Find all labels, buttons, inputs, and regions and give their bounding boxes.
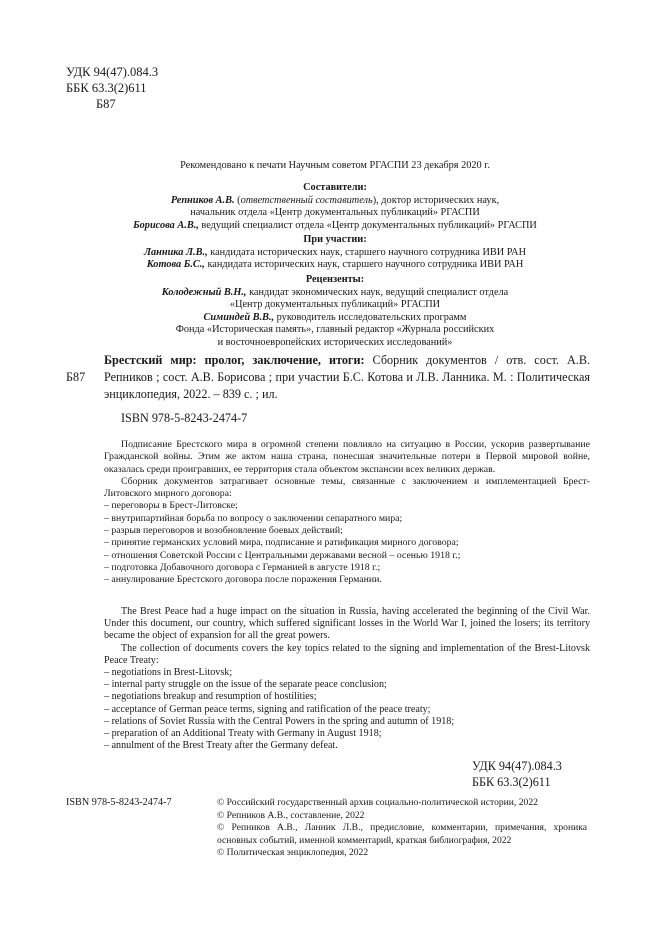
list-item: – acceptance of German peace terms, signing and ratification of the peace treaty; — [104, 703, 431, 715]
list-item: – принятие германских условий мира, подписание и ратификация мирного договора; — [104, 537, 459, 549]
abstract-ru-paragraph-2: Сборник документов затрагивает основные темы, связанные с заключением и имплементацией Брест-Литовского мирного договора: — [104, 475, 590, 500]
citation-author-mark: Б87 — [66, 370, 86, 384]
participant-1: Ланника Л.В., кандидата исторических наук, старшего научного сотрудника ИВИ РАН — [143, 246, 527, 258]
list-item: – внутрипартийная борьба по вопросу о заключении сепаратного мира; — [104, 512, 403, 524]
participation-heading: При участии: — [303, 234, 367, 245]
classification-codes — [66, 64, 158, 112]
abstract-ru-topics — [104, 500, 590, 586]
abstract-ru-paragraph-1: Подписание Брестского мира в огромной степени повлияло на ситуацию в России, ускорив развертывание Гражданской войны. Этим же актом наша страна, понесшая значительные потери в Первой мировой войне, оказалась среди проигравших, ее территория стала объектом экспансии всех великих держав. — [104, 439, 590, 475]
list-item: – negotiations breakup and resumption of hostilities; — [104, 691, 317, 703]
bbk-code: ББК 63.3(2)611 — [66, 81, 147, 95]
citation-details: Сборник документов / отв. сост. А.В. Репников ; сост. А.В. Борисова ; при участии Б.С. Котова и Л.В. Ланника. М. : Политическая энциклопедия, 2022. – 839 с. ; ил. — [104, 353, 590, 401]
list-item: – internal party struggle on the issue of the separate peace conclusion; — [104, 679, 387, 691]
participation-block — [90, 234, 580, 272]
compiler-1: Репников А.В. (ответственный составитель), доктор исторических наук, — [170, 194, 500, 206]
abstract-en-paragraph-1: The Brest Peace had a huge impact on the situation in Russia, having accelerated the beginning of the Civil War. Under this document, our country, which suffered significant losses in the World War I, joined the losers; its territory became the object of expansion for all the great powers. — [104, 606, 590, 642]
author-mark: Б87 — [96, 97, 116, 111]
participant-2: Котова Б.С., кандидата исторических наук, старшего научного сотрудника ИВИ РАН — [146, 259, 524, 271]
abstract-en-topics — [104, 667, 590, 752]
bibliographic-citation — [104, 352, 590, 402]
copyright-line: © Репников А.В., составление, 2022 — [217, 809, 365, 821]
isbn-bottom: ISBN 978-5-8243-2474-7 — [66, 797, 172, 808]
reviewers-block — [90, 274, 580, 350]
compilers-heading: Составители: — [303, 182, 367, 193]
list-item: – аннулирование Брестского договора после поражения Германии. — [104, 574, 382, 586]
udk-code: УДК 94(47).084.3 — [472, 759, 562, 773]
classification-codes-bottom — [472, 759, 562, 790]
udk-code: УДК 94(47).084.3 — [66, 65, 159, 79]
copyright-line: © Российский государственный архив социально-политической истории, 2022 — [217, 797, 538, 808]
list-item: – negotiations in Brest-Litovsk; — [104, 667, 233, 679]
list-item: – переговоры в Брест-Литовске; — [104, 500, 238, 512]
copyright-block — [217, 797, 587, 860]
book-title: Брестский мир: пролог, заключение, итоги: — [104, 353, 365, 367]
abstract-english — [104, 606, 590, 752]
reviewer-1: Колодежный В.Н., кандидат экономических наук, ведущий специалист отдела — [161, 286, 509, 298]
isbn: ISBN 978-5-8243-2474-7 — [121, 411, 248, 425]
reviewers-heading: Рецензенты: — [305, 274, 365, 285]
list-item: – разрыв переговоров и возобновление боевых действий; — [104, 525, 343, 537]
bbk-code: ББК 63.3(2)611 — [472, 774, 551, 789]
abstract-en-paragraph-2: The collection of documents covers the key topics related to the signing and implementation of the Brest-Litovsk Peace Treaty: — [104, 642, 590, 666]
copyright-line: © Репников А.В., Ланник Л.В., предисловие, комментарии, примечания, хроника основных событий, именной комментарий, краткая библиография, 2022 — [217, 822, 587, 846]
reviewer-2-line2: Фонда «Историческая память», главный редактор «Журнала российских — [175, 324, 495, 336]
list-item: – preparation of an Additional Treaty with Germany in August 1918; — [104, 728, 382, 740]
compilers-block — [90, 182, 580, 232]
copyright-line: © Политическая энциклопедия, 2022 — [217, 847, 369, 859]
reviewer-1-line2: «Центр документальных публикаций» РГАСПИ — [229, 299, 441, 311]
list-item: – отношения Советской России с Центральными державами весной – осенью 1918 г.; — [104, 549, 461, 561]
abstract-russian — [104, 439, 590, 587]
reviewer-2: Симиндей В.В., руководитель исследовательских программ — [203, 311, 467, 323]
compiler-1-line2: начальник отдела «Центр документальных публикаций» РГАСПИ — [190, 207, 480, 219]
reviewer-2-line3: и восточноевропейских исторических исследований» — [217, 336, 453, 348]
list-item: – подготовка Добавочного договора с Германией в августе 1918 г.; — [104, 561, 381, 573]
compiler-2: Борисова А.В., ведущий специалист отдела «Центр документальных публикаций» РГАСПИ — [133, 219, 537, 231]
list-item: – relations of Soviet Russia with the Central Powers in the spring and autumn of 1918; — [104, 715, 455, 727]
list-item: – annulment of the Brest Treaty after the Germany defeat. — [104, 740, 338, 752]
recommendation-note: Рекомендовано к печати Научным советом РГАСПИ 23 декабря 2020 г. — [180, 160, 490, 171]
